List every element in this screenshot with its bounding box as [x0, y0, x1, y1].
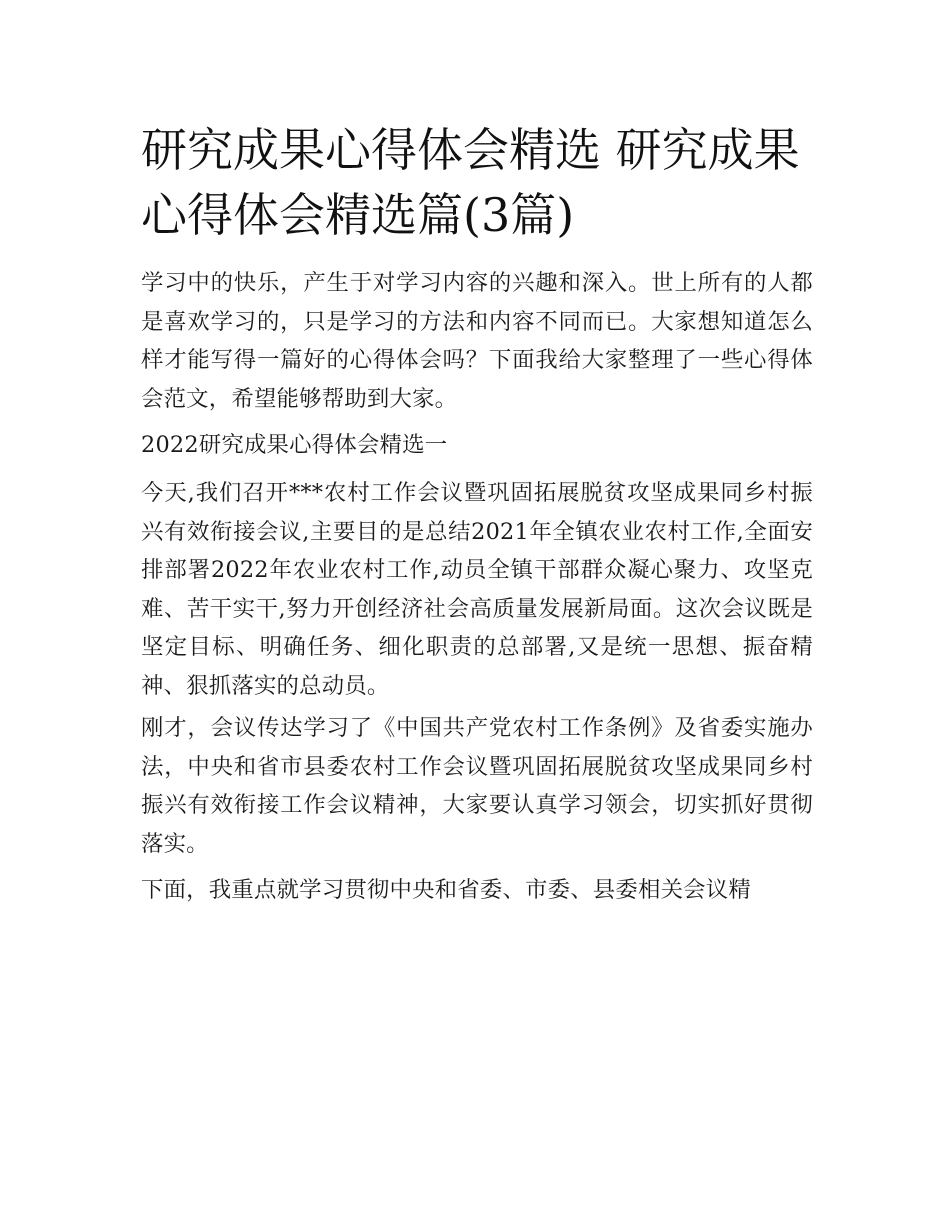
section-heading: 2022研究成果心得体会精选一: [141, 432, 448, 458]
document-body: [141, 118, 813, 910]
body-paragraph-3: 下面，我重点就学习贯彻中央和省委、市委、县委相关会议精: [141, 877, 751, 903]
document-title: 研究成果心得体会精选 研究成果心得体会精选篇(3篇): [141, 123, 800, 242]
body-paragraph-2: 刚才，会议传达学习了《中国共产党农村工作条例》及省委实施办法，中央和省市县委农村工作会议暨巩固拓展脱贫攻坚成果同乡村振兴有效衔接工作会议精神，大家要认真学习领会，切实抓好贯彻落实。: [141, 715, 813, 857]
body-paragraph-1: 今天,我们召开***农村工作会议暨巩固拓展脱贫攻坚成果同乡村振兴有效衔接会议,主要目的是总结2021年全镇农业农村工作,全面安排部署2022年农业农村工作,动员全镇干部群众凝心聚力、攻坚克难、苦干实干,努力开创经济社会高质量发展新局面。这次会议既是坚定目标、明确任务、细化职责的总部署,又是统一思想、振奋精神、狠抓落实的总动员。: [141, 480, 813, 699]
intro-paragraph: 学习中的快乐，产生于对学习内容的兴趣和深入。世上所有的人都是喜欢学习的，只是学习的方法和内容不同而已。大家想知道怎么样才能写得一篇好的心得体会吗？下面我给大家整理了一些心得体会范文，希望能够帮助到大家。: [141, 270, 813, 412]
